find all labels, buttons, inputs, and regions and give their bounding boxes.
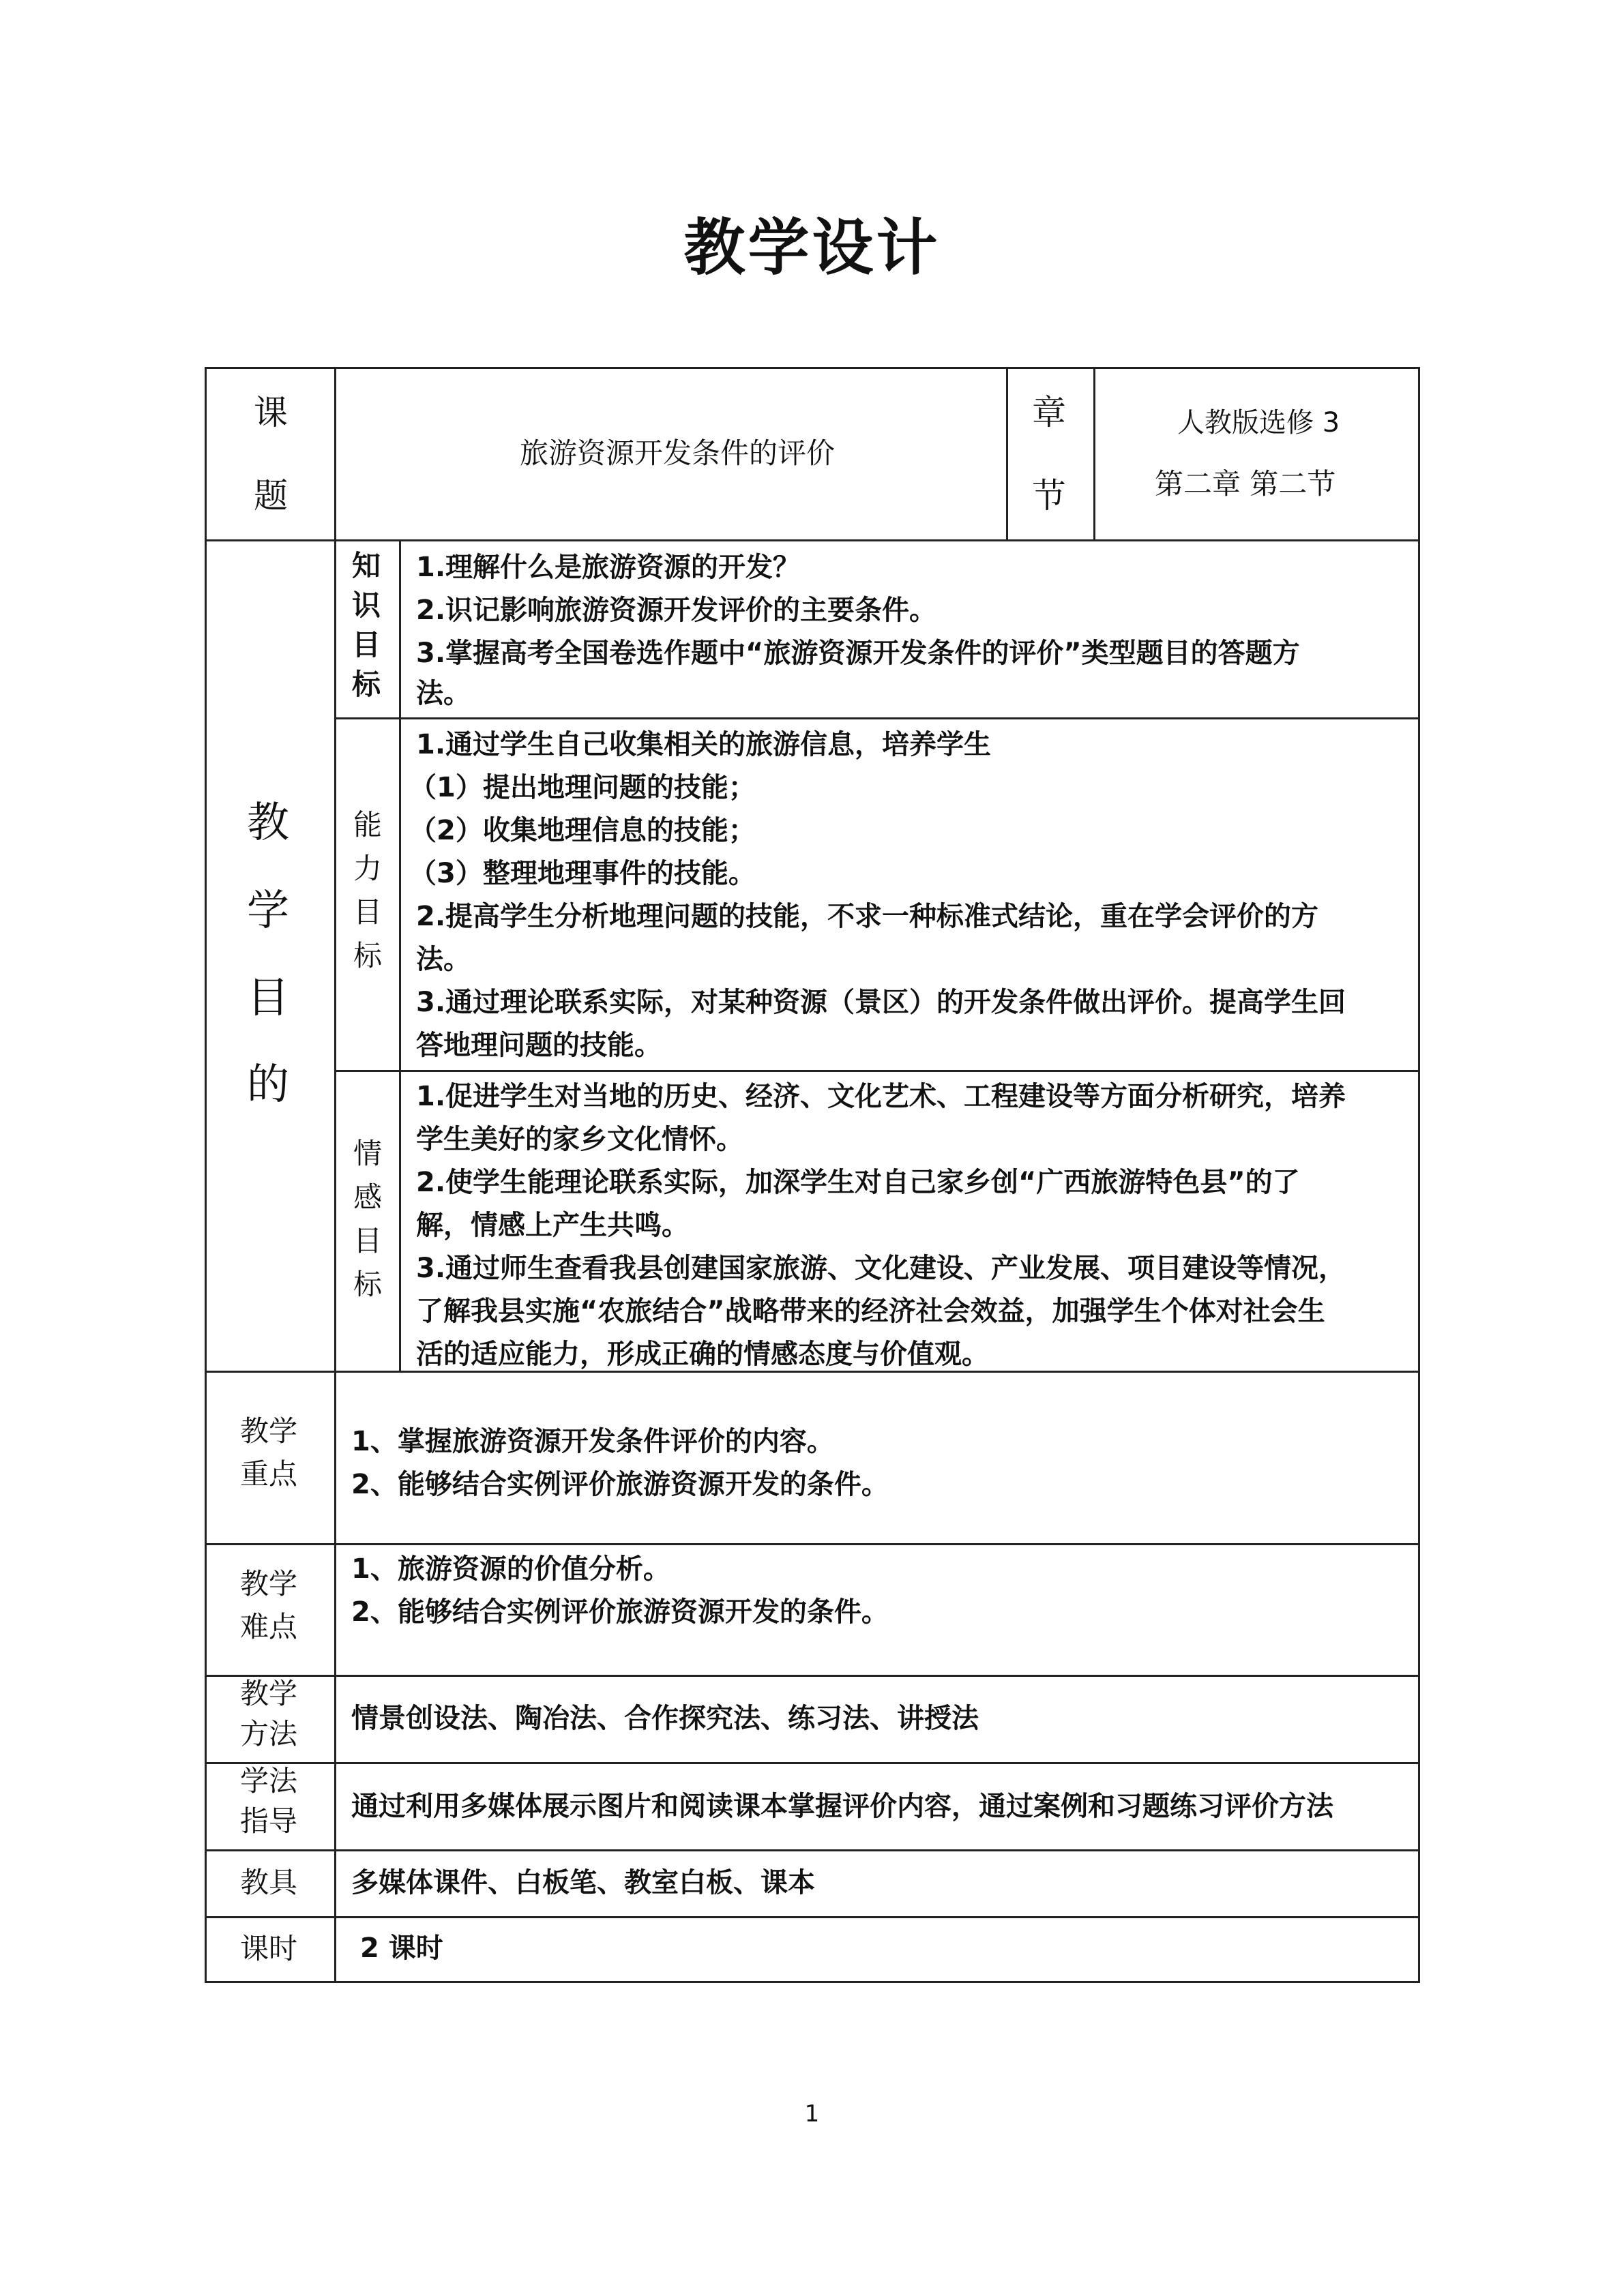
methods-label-1: 教学: [240, 1677, 298, 1710]
emotion-line: 活的适应能力，形成正确的情感态度与价值观。: [416, 1339, 989, 1370]
methods-label-2: 方法: [240, 1717, 298, 1750]
key-point-line: 1、掌握旅游资源开发条件评价的内容。: [351, 1426, 834, 1457]
emotion-label-3: 目: [353, 1224, 383, 1257]
document-title: 教学设计: [683, 212, 941, 284]
emotion-line: 了解我县实施“农旅结合”战略带来的经济社会效益，加强学生个体对社会生: [416, 1296, 1325, 1327]
ability-label-1: 能: [353, 808, 383, 841]
knowledge-line: 法。: [416, 678, 471, 709]
topic-label-2: 题: [254, 476, 288, 516]
ability-line: （2）收集地理信息的技能；: [409, 815, 756, 846]
hours-text: 2 课时: [360, 1933, 443, 1964]
ability-line: 2.提高学生分析地理问题的技能，不求一种标准式结论，重在学会评价的方: [416, 901, 1319, 932]
chapter-label-1: 章: [1032, 393, 1066, 432]
ability-line: （3）整理地理事件的技能。: [409, 858, 756, 889]
guidance-label-1: 学法: [240, 1764, 298, 1798]
knowledge-label-3: 目: [352, 628, 381, 661]
guidance-label-2: 指导: [240, 1804, 298, 1838]
methods-text: 情景创设法、陶冶法、合作探究法、练习法、讲授法: [351, 1703, 979, 1734]
emotion-line: 学生美好的家乡文化情怀。: [416, 1124, 743, 1155]
emotion-line: 解，情感上产生共鸣。: [416, 1210, 689, 1241]
chapter-label-2: 节: [1032, 476, 1066, 516]
objectives-label-2: 学: [247, 885, 290, 935]
tools-text: 多媒体课件、白板笔、教室白板、课本: [351, 1867, 815, 1898]
knowledge-line: 1.理解什么是旅游资源的开发？: [416, 552, 801, 583]
ability-line: 答地理问题的技能。: [416, 1030, 662, 1061]
emotion-label-2: 感: [353, 1180, 383, 1214]
knowledge-line: 3.掌握高考全国卷选作题中“旅游资源开发条件的评价”类型题目的答题方: [416, 638, 1300, 669]
lesson-plan-table: [205, 367, 1420, 1983]
ability-line: 法。: [416, 944, 471, 975]
knowledge-label-1: 知: [352, 549, 381, 582]
difficulty-line: 2、能够结合实例评价旅游资源开发的条件。: [351, 1596, 889, 1628]
key-point-line: 2、能够结合实例评价旅游资源开发的条件。: [351, 1469, 889, 1500]
ability-label-3: 目: [353, 895, 383, 929]
objectives-label-3: 目: [247, 972, 290, 1022]
difficulties-label-2: 难点: [240, 1610, 298, 1643]
knowledge-label-4: 标: [352, 668, 381, 701]
emotion-label-4: 标: [353, 1268, 383, 1301]
key-points-label-1: 教学: [240, 1414, 298, 1448]
ability-line: 1.通过学生自己收集相关的旅游信息，培养学生: [416, 729, 992, 760]
hours-label: 课时: [240, 1932, 298, 1965]
difficulty-line: 1、旅游资源的价值分析。: [351, 1553, 670, 1585]
emotion-label-1: 情: [353, 1137, 383, 1170]
difficulties-label-1: 教学: [240, 1567, 298, 1600]
knowledge-line: 2.识记影响旅游资源开发评价的主要条件。: [416, 595, 937, 626]
topic-text: 旅游资源开发条件的评价: [520, 436, 836, 470]
objectives-label-1: 教: [247, 797, 290, 847]
chapter-line-1: 人教版选修 3: [1177, 407, 1340, 438]
emotion-line: 1.促进学生对当地的历史、经济、文化艺术、工程建设等方面分析研究，培养: [416, 1081, 1346, 1112]
chapter-line-2: 第二章 第二节: [1155, 467, 1336, 501]
objectives-label-4: 的: [247, 1059, 290, 1109]
guidance-text: 通过利用多媒体展示图片和阅读课本掌握评价内容，通过案例和习题练习评价方法: [351, 1791, 1333, 1822]
tools-label: 教具: [240, 1866, 298, 1899]
key-points-label-2: 重点: [240, 1457, 298, 1491]
knowledge-label-2: 识: [352, 588, 381, 622]
emotion-line: 2.使学生能理论联系实际，加深学生对自己家乡创“广西旅游特色县”的了: [416, 1167, 1300, 1198]
topic-label-1: 课: [254, 393, 288, 432]
ability-label-2: 力: [353, 852, 383, 885]
ability-line: （1）提出地理问题的技能；: [409, 772, 756, 803]
emotion-line: 3.通过师生查看我县创建国家旅游、文化建设、产业发展、项目建设等情况，: [416, 1253, 1346, 1284]
ability-line: 3.通过理论联系实际，对某种资源（景区）的开发条件做出评价。提高学生回: [416, 987, 1346, 1018]
page-number: 1: [804, 2100, 820, 2128]
ability-label-4: 标: [353, 939, 383, 972]
